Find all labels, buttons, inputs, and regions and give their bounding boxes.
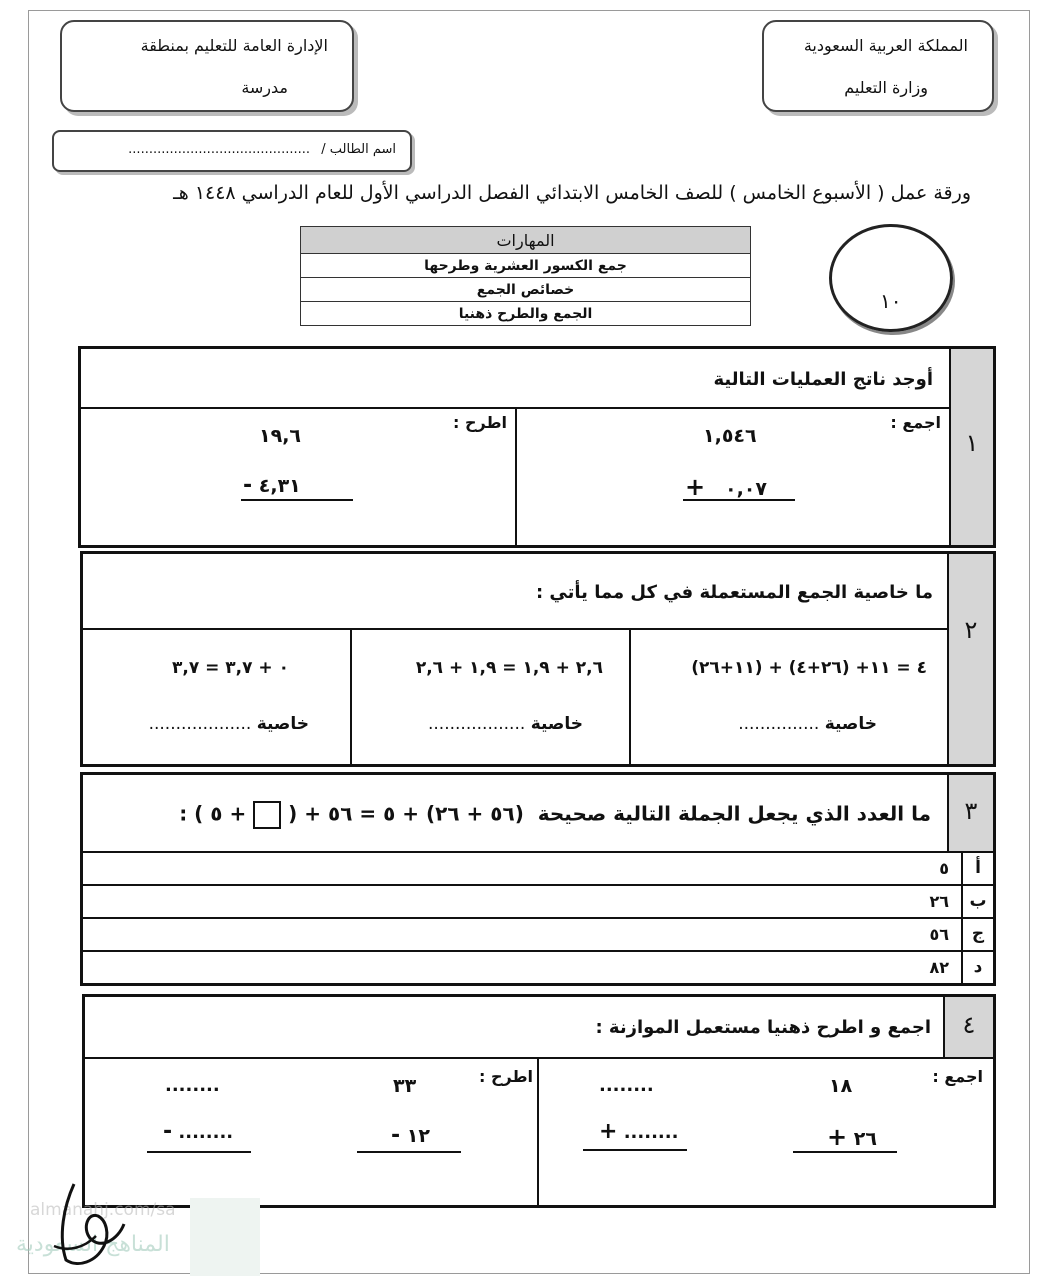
question-2 bbox=[80, 551, 996, 767]
question-4-number: ٤ bbox=[962, 1011, 976, 1039]
sub-bottom-number: ١٢ - bbox=[391, 1123, 430, 1148]
add-bottom-number: ٢٦ + bbox=[827, 1123, 877, 1151]
skill-item: الجمع والطرح ذهنيا bbox=[301, 302, 751, 326]
answer-line bbox=[357, 1151, 461, 1153]
student-name-dots: ............................................ bbox=[128, 142, 310, 157]
watermark-block bbox=[190, 1198, 260, 1276]
choice-value: ٥٦ bbox=[929, 925, 949, 944]
divider bbox=[515, 407, 517, 545]
directorate-text: الإدارة العامة للتعليم بمنطقة bbox=[140, 36, 328, 55]
choice-value: ٥ bbox=[939, 859, 949, 878]
answer-line bbox=[241, 499, 353, 501]
choice-value: ٢٦ bbox=[929, 892, 949, 911]
divider bbox=[350, 628, 352, 764]
question-3-prompt: ما العدد الذي يجعل الجملة التالية صحيحة (٥٦ + ٢٦) + ٥ = ٥٦ + ( + ٥ ) : bbox=[179, 801, 931, 829]
divider bbox=[537, 1057, 539, 1205]
choice-row[interactable] bbox=[83, 917, 993, 950]
question-2-prompt: ما خاصية الجمع المستعملة في كل مما يأتي : bbox=[535, 582, 933, 603]
kingdom-text: المملكة العربية السعودية bbox=[803, 36, 968, 55]
question-1-number-cell bbox=[949, 349, 993, 545]
answer-line bbox=[583, 1149, 687, 1151]
question-3-number: ٣ bbox=[964, 797, 978, 825]
choice-row[interactable] bbox=[83, 851, 993, 884]
watermark-site: المناهج السعودية bbox=[16, 1232, 170, 1257]
answer-line bbox=[147, 1151, 251, 1153]
question-3-number-cell bbox=[947, 775, 993, 851]
sub-answer-dots: ........ - bbox=[163, 1119, 234, 1144]
answer-line bbox=[683, 499, 795, 501]
choice-letter: أ bbox=[961, 853, 993, 884]
skill-item: جمع الكسور العشرية وطرحها bbox=[301, 254, 751, 278]
question-1-prompt: أوجد ناتج العمليات التالية bbox=[713, 369, 933, 390]
divider bbox=[83, 628, 949, 630]
property-expression: ٢,٦ + ١,٩ = ١,٩ + ٢,٦ bbox=[415, 658, 603, 678]
choice-letter: ب bbox=[961, 886, 993, 917]
grade-circle bbox=[829, 224, 953, 332]
choice-letter: ج bbox=[961, 919, 993, 950]
skills-header: المهارات bbox=[301, 227, 751, 254]
add-top-number: ١,٥٤٦ bbox=[703, 425, 757, 447]
sub-label: اطرح : bbox=[478, 1067, 533, 1086]
choice-value: ٨٢ bbox=[929, 958, 949, 977]
blank-box[interactable] bbox=[253, 801, 281, 829]
question-1-number: ١ bbox=[965, 429, 979, 457]
sub-top-number: ١٩,٦ bbox=[259, 425, 302, 447]
property-answer: خاصية .................. bbox=[428, 714, 583, 734]
choice-letter: د bbox=[961, 952, 993, 983]
sub-bottom-number: ٤,٣١ - bbox=[243, 473, 301, 498]
sub-label: اطرح : bbox=[452, 413, 507, 432]
worksheet-title: ورقة عمل ( الأسبوع الخامس ) للصف الخامس الابتدائي الفصل الدراسي الأول للعام الدراسي ١٤٤٨ هـ bbox=[173, 182, 971, 204]
add-answer-dots: ........ bbox=[599, 1075, 654, 1096]
divider bbox=[85, 1057, 993, 1059]
sub-top-number: ٣٣ bbox=[393, 1075, 417, 1097]
answer-line bbox=[793, 1151, 897, 1153]
property-answer: خاصية ................... bbox=[148, 714, 309, 734]
property-expression: ٠ + ٣,٧ = ٣,٧ bbox=[171, 658, 289, 678]
skill-item: خصائص الجمع bbox=[301, 278, 751, 302]
directorate-box bbox=[60, 20, 354, 112]
choice-row[interactable] bbox=[83, 884, 993, 917]
student-name-box[interactable] bbox=[52, 130, 412, 172]
divider bbox=[629, 628, 631, 764]
sub-answer-dots: ........ bbox=[165, 1075, 220, 1096]
add-bottom-number: ٠,٠٧ + bbox=[685, 473, 767, 501]
ministry-box bbox=[762, 20, 994, 112]
school-text: مدرسة bbox=[241, 78, 288, 97]
question-2-number: ٢ bbox=[964, 616, 978, 644]
grade-value: ١٠ bbox=[880, 289, 902, 313]
student-name-label: اسم الطالب / bbox=[321, 142, 396, 157]
question-1 bbox=[78, 346, 996, 548]
add-answer-dots: ........ + bbox=[599, 1119, 679, 1144]
property-expression: (١١+٢٦) + ٤ = ١١+ (٢٦+٤) bbox=[691, 658, 927, 678]
question-3 bbox=[80, 772, 996, 986]
watermark-url: almanahj.com/sa bbox=[30, 1200, 176, 1220]
skills-table bbox=[300, 226, 751, 326]
ministry-text: وزارة التعليم bbox=[844, 78, 928, 97]
property-answer: خاصية ............... bbox=[738, 714, 877, 734]
question-4 bbox=[82, 994, 996, 1208]
add-top-number: ١٨ bbox=[829, 1075, 853, 1097]
signature-logo bbox=[44, 1176, 134, 1272]
add-label: اجمع : bbox=[932, 1067, 983, 1086]
add-label: اجمع : bbox=[890, 413, 941, 432]
choice-row[interactable] bbox=[83, 950, 993, 983]
question-4-prompt: اجمع و اطرح ذهنيا مستعمل الموازنة : bbox=[595, 1017, 931, 1038]
question-4-number-cell bbox=[943, 997, 993, 1057]
question-2-number-cell bbox=[947, 554, 993, 764]
